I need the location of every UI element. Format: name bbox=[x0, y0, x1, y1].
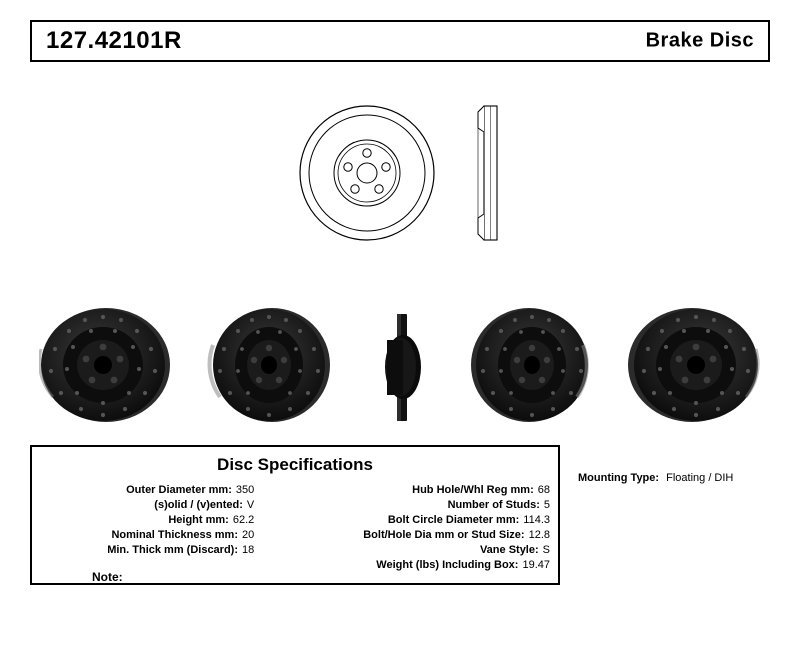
specs-left-column bbox=[32, 483, 262, 558]
spec-label: Weight (lbs) Including Box: bbox=[376, 559, 519, 571]
spec-value: V bbox=[246, 499, 255, 511]
spec-row bbox=[32, 543, 254, 558]
rotor-photo-edge-on bbox=[375, 310, 435, 425]
title-block bbox=[30, 20, 770, 62]
spec-value: 68 bbox=[537, 484, 550, 496]
spec-row bbox=[32, 498, 254, 513]
spec-row bbox=[262, 483, 550, 498]
spec-label: Outer Diameter mm: bbox=[126, 484, 232, 496]
spec-value: 62.2 bbox=[232, 514, 255, 526]
rotor-photo-4 bbox=[465, 305, 600, 430]
spec-label: Bolt/Hole Dia mm or Stud Size: bbox=[363, 529, 525, 541]
disc-specifications-panel bbox=[30, 445, 560, 585]
figures-area bbox=[30, 80, 770, 440]
top-face-view-figure bbox=[292, 98, 442, 253]
rotor-photo-angled-right-2 bbox=[628, 305, 763, 425]
spec-value: 19.47 bbox=[522, 559, 550, 571]
spec-label: Height mm: bbox=[168, 514, 229, 526]
spec-row bbox=[262, 558, 550, 573]
specs-columns bbox=[32, 483, 558, 573]
document-kind: Brake Disc bbox=[645, 29, 754, 52]
mounting-type bbox=[578, 471, 733, 486]
spec-row bbox=[262, 513, 550, 528]
mounting-type-value: Floating / DIH bbox=[666, 472, 734, 484]
spec-row bbox=[262, 528, 550, 543]
spec-value: 114.3 bbox=[523, 514, 550, 526]
note-label: Note: bbox=[92, 570, 123, 584]
spec-label: (s)olid / (v)ented: bbox=[154, 499, 243, 511]
spec-label: Number of Studs: bbox=[447, 499, 540, 511]
rotor-photo-5 bbox=[628, 305, 763, 430]
spec-row bbox=[262, 543, 550, 558]
spec-label: Bolt Circle Diameter mm: bbox=[387, 514, 520, 526]
specs-right-column bbox=[262, 483, 558, 573]
spec-row bbox=[262, 498, 550, 513]
rotor-photo-angled-right bbox=[465, 305, 600, 425]
top-edge-view-figure bbox=[460, 98, 520, 253]
rotor-cross-section-line-drawing bbox=[460, 98, 520, 248]
spec-value: 18 bbox=[242, 544, 255, 556]
spec-value: 20 bbox=[242, 529, 255, 541]
spec-label: Nominal Thickness mm: bbox=[111, 529, 238, 541]
spec-row bbox=[32, 528, 254, 543]
spec-label: Hub Hole/Whl Reg mm: bbox=[412, 484, 534, 496]
rotor-photo-angled-left-2 bbox=[202, 305, 337, 425]
rotor-photo-2 bbox=[202, 305, 337, 430]
spec-value: 5 bbox=[543, 499, 550, 511]
spec-value: S bbox=[542, 544, 550, 556]
part-number: 127.42101R bbox=[46, 27, 182, 54]
spec-label: Vane Style: bbox=[479, 544, 539, 556]
specs-title: Disc Specifications bbox=[217, 455, 373, 474]
mounting-type-label: Mounting Type: bbox=[578, 472, 660, 484]
spec-row bbox=[32, 483, 254, 498]
rotor-photo-1 bbox=[39, 305, 174, 430]
spec-value: 350 bbox=[235, 484, 255, 496]
rotor-photo-angled-left bbox=[39, 305, 174, 425]
spec-row bbox=[32, 513, 254, 528]
rotor-face-line-drawing bbox=[292, 98, 442, 248]
spec-value: 12.8 bbox=[528, 529, 550, 541]
spec-label: Min. Thick mm (Discard): bbox=[107, 544, 238, 556]
rotor-photo-3 bbox=[375, 310, 435, 430]
